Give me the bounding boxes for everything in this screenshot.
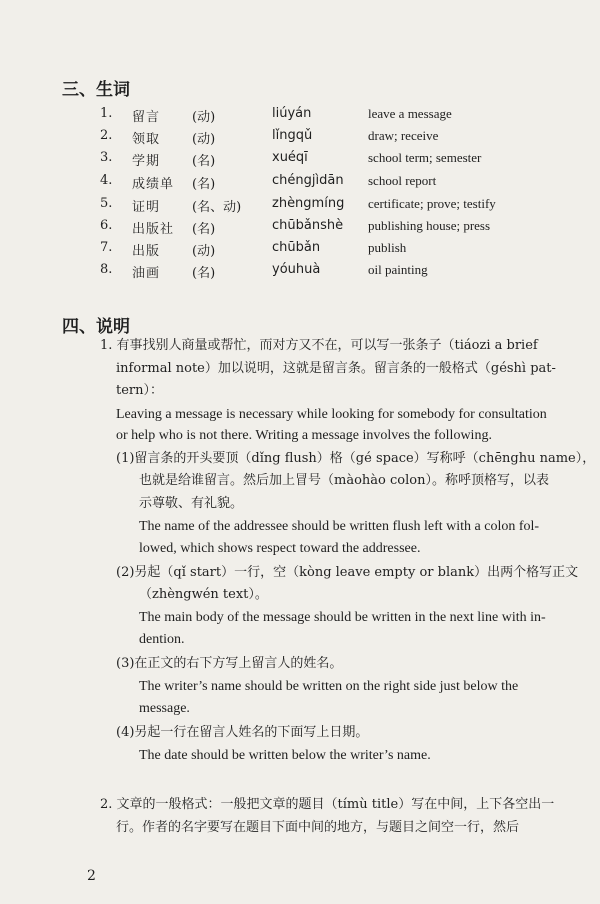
vocab-item: 8. 油画 (名) yóuhuà oil painting — [100, 262, 428, 281]
paragraph-line: tern）： — [116, 383, 164, 398]
paragraph-line: informal note）加以说明，这就是留言条。留言条的一般格式（géshì pat- — [116, 361, 556, 376]
subitem-line: (1)留言条的开头要顶（dǐng flush）格（gé space）写称呼（chēnghu name）， — [116, 451, 596, 466]
vocab-item: 3. 学期 (名) xuéqī school term; semester — [100, 150, 482, 169]
subitem-line: The date should be written below the writer’s name. — [139, 748, 431, 763]
subitem-line: The main body of the message should be written in the next line with in- — [139, 610, 546, 625]
subitem-line: 也就是给谁留言。然后加上冒号（màohào colon）。称呼顶格写，以表 — [139, 473, 549, 488]
vocab-item: 2. 领取 (动) lǐngqǔ draw; receive — [100, 128, 439, 147]
vocab-item: 6. 出版社 (名) chūbǎnshè publishing house; press — [100, 218, 491, 237]
vocab-item: 4. 成绩单 (名) chéngjìdān school report — [100, 173, 437, 192]
subitem-line: lowed, which shows respect toward the addressee. — [139, 541, 421, 556]
section3-heading: 三、生词 — [62, 80, 130, 100]
page-number: 2 — [87, 868, 96, 884]
paragraph-line: 1. 有事找别人商量或帮忙，而对方又不在，可以写一张条子（tiáozi a brief — [100, 338, 538, 353]
paragraph-line: 行。作者的名字要写在题目下面中间的地方，与题目之间空一行，然后 — [116, 820, 520, 835]
subitem-line: 示尊敬、有礼貌。 — [139, 496, 244, 511]
subitem-line: The writer’s name should be written on the right side just below the — [139, 679, 519, 694]
subitem-line: dention. — [139, 632, 185, 647]
subitem-line: (2)另起（qǐ start）一行，空（kòng leave empty or blank）出两个格写正文 — [116, 565, 579, 580]
vocab-item: 5. 证明 (名、动) zhèngmíng certificate; prove; testify — [100, 196, 496, 215]
vocab-item: 7. 出版 (动) chūbǎn publish — [100, 240, 407, 259]
paragraph-line: 2. 文章的一般格式：一般把文章的题目（tímù title）写在中间，上下各空出一 — [100, 797, 555, 812]
subitem-line: message. — [139, 701, 190, 716]
subitem-line: (4)另起一行在留言人姓名的下面写上日期。 — [116, 725, 369, 740]
section4-heading: 四、说明 — [62, 317, 130, 337]
vocab-item: 1. 留言 (动) liúyán leave a message — [100, 106, 452, 125]
subitem-line: The name of the addressee should be written flush left with a colon fol- — [139, 519, 540, 534]
paragraph-line: or help who is not there. Writing a message involves the following. — [116, 428, 492, 443]
paragraph-line: Leaving a message is necessary while looking for somebody for consultation — [116, 407, 547, 422]
subitem-line: （zhèngwén text）。 — [139, 587, 268, 602]
subitem-line: (3)在正文的右下方写上留言人的姓名。 — [116, 656, 343, 671]
